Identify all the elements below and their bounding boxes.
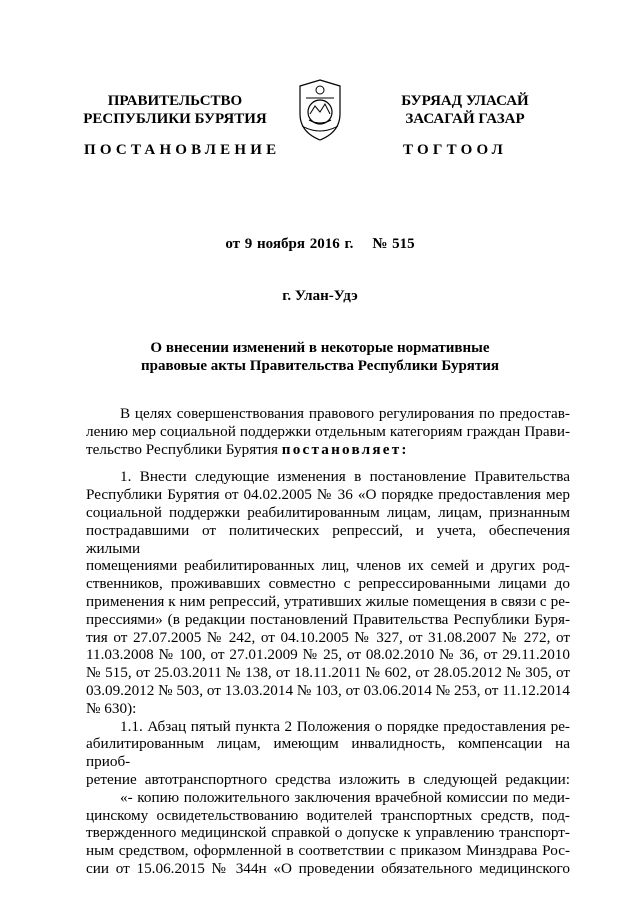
quote-line: цинскому освидетельствованию водителей транспортных средств, под-	[86, 806, 570, 824]
point-1-1-line: абилитированным лицам, имеющим инвалидность, компенсации на приоб-	[86, 735, 570, 771]
quote-paragraph	[86, 789, 570, 878]
quote-line: «- копию положительного заключения врачебной комиссии по меди-	[120, 788, 570, 806]
gov-name-line1: ПРАВИТЕЛЬСТВО	[107, 93, 243, 109]
resolves-word: постановляет:	[281, 440, 409, 458]
point-1-line: тия от 27.07.2005 № 242, от 04.10.2005 № 327, от 31.08.2007 № 272, от	[86, 628, 570, 646]
point-1-paragraph	[86, 468, 570, 717]
intro-line: лению мер социальной поддержки отдельным категориям граждан Прави-	[86, 422, 570, 440]
title-line1: О внесении изменений в некоторые нормативные	[150, 340, 490, 356]
gov-name-buryat-line1: БУРЯАД УЛАСАЙ	[401, 93, 529, 109]
point-1-line: помещениями реабилитированных лиц, членов их семей и других род-	[86, 557, 570, 575]
point-1-line: пострадавшими от политических репрессий, и учета, обеспечения жилыми	[86, 521, 570, 557]
point-1-line: 11.03.2008 № 100, от 27.01.2009 № 25, от 08.02.2010 № 36, от 29.11.2010	[86, 646, 570, 664]
gov-name-buryat	[350, 92, 580, 128]
point-1-line: 1. Внести следующие изменения в постановление Правительства	[120, 468, 570, 486]
document-title	[0, 339, 640, 375]
point-1-line: прессиями» (в редакции постановлений Правительства Республики Буря-	[86, 610, 570, 628]
intro-line3-text: тельство Республики Бурятия	[86, 440, 282, 458]
point-1-1-line: ретение автотранспортного средства изложить в следующей редакции:	[86, 770, 570, 788]
title-line2: правовые акты Правительства Республики Бурятия	[140, 358, 500, 374]
intro-line: В целях совершенствования правового регулирования по предостав-	[120, 405, 570, 422]
point-1-line: применения к ним репрессий, утративших жилые помещения в связи с ре-	[86, 592, 570, 610]
point-1-line: 03.09.2012 № 503, от 13.03.2014 № 103, от 03.06.2014 № 253, от 11.12.2014	[86, 681, 570, 699]
intro-paragraph	[86, 405, 570, 458]
gov-name-buryat-line2: ЗАСАГАЙ ГАЗАР	[405, 111, 525, 127]
coat-of-arms-icon	[293, 76, 347, 144]
point-1-1-line: 1.1. Абзац пятый пункта 2 Положения о порядке предоставления ре-	[120, 717, 570, 735]
quote-line: ным средством, оформленной в соответствии с приказом Минздрава Рос-	[86, 842, 570, 860]
gov-name-line2: РЕСПУБЛИКИ БУРЯТИЯ	[83, 111, 267, 127]
city-line: г. Улан-Удэ	[282, 288, 358, 304]
document-body	[86, 405, 570, 878]
point-1-1-paragraph	[86, 718, 570, 789]
doc-type-buryat: ТОГТООЛ	[403, 142, 507, 158]
point-1-line: № 515, от 25.03.2011 № 138, от 18.11.2011 № 602, от 28.05.2012 № 305, от	[86, 664, 570, 682]
doc-type-russian: ПОСТАНОВЛЕНИЕ	[84, 142, 281, 158]
point-1-line: № 630):	[86, 699, 137, 717]
date-number-line: от 9 ноября 2016 г. № 515	[225, 236, 415, 252]
point-1-line: социальной поддержки реабилитированным лицам, лицам, признанным	[86, 503, 570, 521]
quote-line: твержденного медицинской справкой о допуске к управлению транспорт-	[86, 824, 570, 842]
point-1-line: Республики Бурятия от 04.02.2005 № 36 «О порядке предоставления мер	[86, 486, 570, 504]
point-1-line: ственников, проживавших совместно с репрессированными лицами до	[86, 575, 570, 593]
intro-line-last	[86, 441, 570, 459]
quote-line: сии от 15.06.2015 № 344н «О проведении обязательного медицинского	[86, 859, 570, 877]
gov-name-russian	[60, 92, 290, 128]
